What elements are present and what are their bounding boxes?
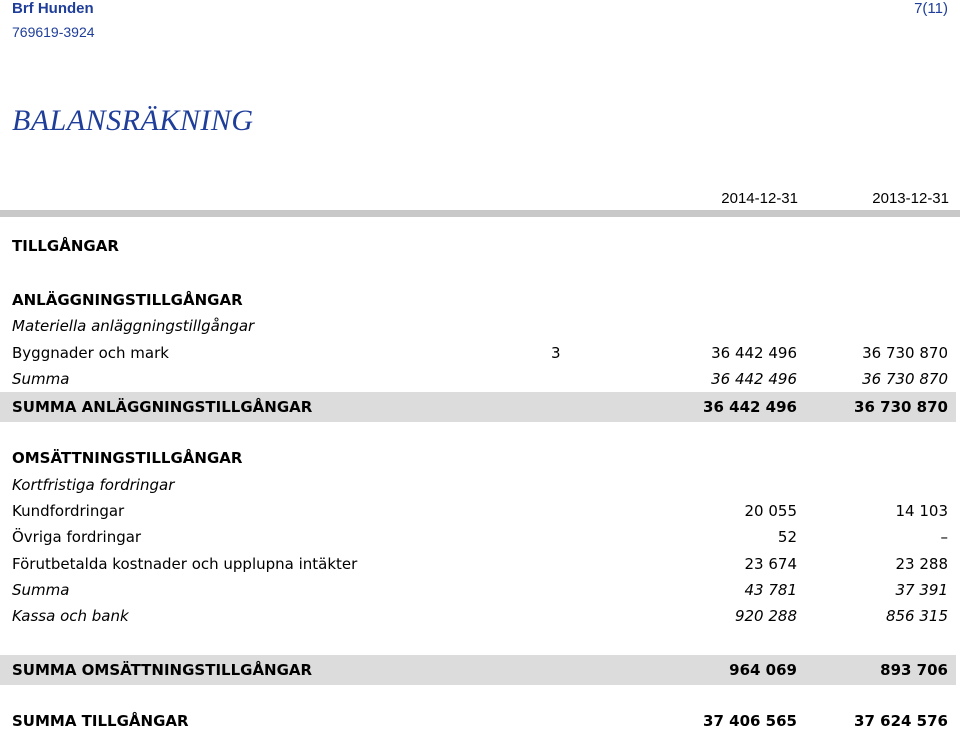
value-current: 20 055	[744, 502, 797, 520]
value-previous: 36 730 870	[862, 344, 948, 362]
row-label: ANLÄGGNINGSTILLGÅNGAR	[12, 291, 243, 309]
section-heading-tillgangar	[0, 233, 956, 259]
value-previous: 893 706	[880, 661, 948, 679]
row-label: Summa	[12, 581, 70, 599]
value-current: 964 069	[729, 661, 797, 679]
row-label: Byggnader och mark	[12, 344, 169, 362]
value-current: 52	[777, 528, 797, 546]
value-current: 920 288	[734, 607, 797, 625]
section-heading-omsattning	[0, 445, 956, 471]
row-label: Kortfristiga fordringar	[12, 476, 175, 494]
row-label: Summa	[12, 370, 70, 388]
subheading-materiella	[0, 313, 956, 339]
org-number: 769619-3924	[12, 24, 95, 40]
value-previous: 37 391	[895, 581, 948, 599]
value-current: 36 442 496	[711, 344, 797, 362]
column-header-previous: 2013-12-31	[872, 190, 949, 207]
row-label: Övriga fordringar	[12, 528, 142, 546]
company-name: Brf Hunden	[12, 0, 94, 17]
total-row-tillgangar	[0, 708, 956, 734]
value-current: 37 406 565	[703, 712, 797, 730]
row-label: Förutbetalda kostnader och upplupna intäkter	[12, 555, 358, 573]
value-previous: –	[940, 528, 948, 546]
value-current: 36 442 496	[711, 370, 797, 388]
row-label: SUMMA ANLÄGGNINGSTILLGÅNGAR	[12, 398, 313, 416]
table-row-ovriga	[0, 524, 956, 550]
value-previous: 36 730 870	[862, 370, 948, 388]
row-label: TILLGÅNGAR	[12, 237, 119, 255]
value-previous: 36 730 870	[854, 398, 948, 416]
row-label: SUMMA TILLGÅNGAR	[12, 712, 189, 730]
subheading-kortfristiga	[0, 472, 956, 498]
table-row-summa	[0, 577, 956, 603]
section-heading-anlaggning	[0, 287, 956, 313]
note-ref: 3	[551, 344, 561, 362]
header-rule	[0, 210, 960, 217]
value-current: 43 781	[744, 581, 797, 599]
value-previous: 14 103	[895, 502, 948, 520]
column-header-current: 2014-12-31	[721, 190, 798, 207]
table-row-forutbetalda	[0, 551, 956, 577]
table-row-byggnader	[0, 340, 956, 366]
total-row-anlaggning	[0, 392, 956, 422]
value-current: 36 442 496	[703, 398, 797, 416]
row-label: Materiella anläggningstillgångar	[12, 317, 255, 335]
row-label: SUMMA OMSÄTTNINGSTILLGÅNGAR	[12, 661, 313, 679]
table-row-kundfordringar	[0, 498, 956, 524]
value-current: 23 674	[744, 555, 797, 573]
page-title: BALANSRÄKNING	[12, 104, 254, 137]
value-previous: 23 288	[895, 555, 948, 573]
value-previous: 856 315	[885, 607, 948, 625]
row-label: Kassa och bank	[12, 607, 129, 625]
page-number: 7(11)	[914, 0, 948, 17]
row-label: Kundfordringar	[12, 502, 125, 520]
table-row-kassa	[0, 603, 956, 629]
row-label: OMSÄTTNINGSTILLGÅNGAR	[12, 449, 243, 467]
total-row-omsattning	[0, 655, 956, 685]
value-previous: 37 624 576	[854, 712, 948, 730]
table-row-summa	[0, 366, 956, 392]
